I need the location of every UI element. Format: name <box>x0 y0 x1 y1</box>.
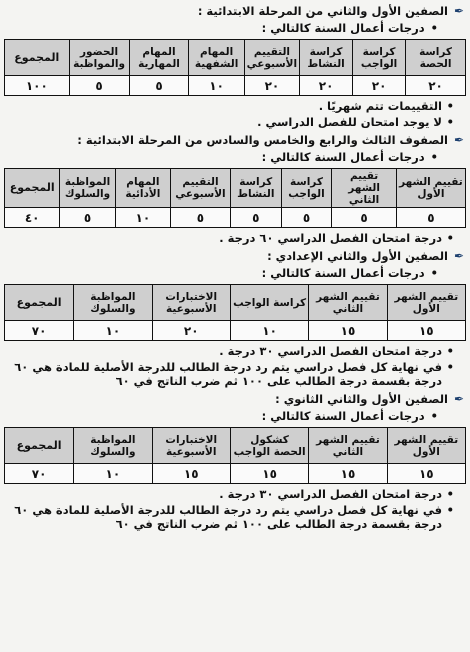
table-cell: ٢٠ <box>152 321 230 341</box>
table-cell-total: ٧٠ <box>5 464 74 484</box>
grades-table <box>4 284 466 341</box>
note-item: • في نهاية كل فصل دراسي يتم رد درجة الطالب للدرجة الأصلية للمادة هي ٦٠ درجة بقسمة درجة الطالب على ١٠٠ ثم ضرب الناتج في ٦٠ <box>4 503 466 533</box>
table-row <box>5 208 466 228</box>
table-cell: ٢٠ <box>244 76 299 96</box>
table-cell: ٥ <box>332 208 397 228</box>
section-title: ✒ الصفين الأول والثاني من المرحلة الابتدائية : <box>197 3 465 18</box>
grades-table <box>4 427 466 484</box>
table-header-cell: تقييم الشهر الأول <box>396 169 465 208</box>
table-header-total: المجموع <box>5 169 60 208</box>
table-header-cell: المهام الشفهية <box>189 40 244 76</box>
pen-icon: ✒ <box>453 3 465 18</box>
table-cell: ١٠ <box>230 321 308 341</box>
table-header-cell: الاختبارات الأسبوعية <box>152 428 230 464</box>
note-item: • التقييمات تتم شهريًا . <box>4 99 466 115</box>
section-primary-3-6 <box>4 131 466 247</box>
table-cell: ١٥ <box>309 464 387 484</box>
table-cell: ١٥ <box>387 321 465 341</box>
table-cell-total: ١٠٠ <box>5 76 70 96</box>
table-cell: ٥ <box>60 208 115 228</box>
table-header-cell: الاختبارات الأسبوعية <box>152 285 230 321</box>
section-preparatory-1-2 <box>4 247 466 390</box>
section-primary-1-2 <box>4 2 466 131</box>
table-header-total: المجموع <box>5 40 70 76</box>
table-header-cell: تقييم الشهر الأول <box>387 428 465 464</box>
table-cell: ٥ <box>281 208 332 228</box>
note-item: • درجة امتحان الفصل الدراسي ٦٠ درجة . <box>4 231 466 247</box>
table-cell: ٥ <box>129 76 189 96</box>
table-cell: ١٥ <box>230 464 308 484</box>
pen-icon: ✒ <box>453 132 465 147</box>
table-header-cell: كراسة الحصة <box>406 40 466 76</box>
table-header-cell: تقييم الشهر الأول <box>387 285 465 321</box>
table-header-cell: تقييم الشهر الثاني <box>309 428 387 464</box>
note-item: • درجة امتحان الفصل الدراسي ٣٠ درجة . <box>4 487 466 503</box>
table-header-cell: المهام المهارية <box>129 40 189 76</box>
table-header-total: المجموع <box>5 428 74 464</box>
table-header-cell: كراسة الواجب <box>230 285 308 321</box>
section-subtitle: • درجات أعمال السنة كالتالي : <box>4 148 466 167</box>
grades-table <box>4 39 466 96</box>
section-secondary-1-2 <box>4 390 466 533</box>
section-title: ✒ الصفين الأول والثاني الثانوي : <box>275 391 465 406</box>
table-cell: ٥ <box>230 208 281 228</box>
table-header-cell: كراسة النشاط <box>300 40 353 76</box>
table-header-row <box>5 169 466 208</box>
section-title: ✒ الصفين الأول والثاني الإعدادي : <box>267 248 465 263</box>
table-header-row <box>5 428 466 464</box>
table-cell: ٢٠ <box>353 76 406 96</box>
table-header-cell: المواظبة والسلوك <box>74 285 152 321</box>
table-header-cell: المواظبة والسلوك <box>60 169 115 208</box>
note-item: • في نهاية كل فصل دراسي يتم رد درجة الطالب للدرجة الأصلية للمادة هي ٦٠ درجة بقسمة درجة الطالب على ١٠٠ ثم ضرب الناتج في ٦٠ <box>4 360 466 390</box>
table-header-cell: كراسة النشاط <box>230 169 281 208</box>
table-header-cell: كراسة الواجب <box>353 40 406 76</box>
note-item: • لا يوجد امتحان للفصل الدراسي . <box>4 115 466 131</box>
table-row <box>5 321 466 341</box>
table-header-row <box>5 285 466 321</box>
pen-icon: ✒ <box>453 248 465 263</box>
table-header-cell: تقييم الشهر الثاني <box>332 169 397 208</box>
table-cell: ٢٠ <box>406 76 466 96</box>
table-header-row <box>5 40 466 76</box>
table-cell: ١٠ <box>115 208 170 228</box>
table-header-total: المجموع <box>5 285 74 321</box>
section-subtitle: • درجات أعمال السنة كالتالي : <box>4 264 466 283</box>
table-cell: ٥ <box>171 208 231 228</box>
table-cell: ١٠ <box>74 321 152 341</box>
grades-table <box>4 168 466 228</box>
table-header-cell: التقييم الأسبوعي <box>171 169 231 208</box>
table-cell: ٢٠ <box>300 76 353 96</box>
table-header-cell: كشكول الحصة الواجب <box>230 428 308 464</box>
table-cell: ١٥ <box>152 464 230 484</box>
table-cell-total: ٤٠ <box>5 208 60 228</box>
table-cell: ٥ <box>396 208 465 228</box>
table-cell: ١٠ <box>189 76 244 96</box>
table-cell: ١٥ <box>309 321 387 341</box>
table-header-cell: المواظبة والسلوك <box>74 428 152 464</box>
table-cell: ٥ <box>69 76 129 96</box>
table-row <box>5 464 466 484</box>
table-header-cell: تقييم الشهر الثاني <box>309 285 387 321</box>
section-title: ✒ الصفوف الثالث والرابع والخامس والسادس من المرحلة الابتدائية : <box>77 132 465 147</box>
table-header-cell: الحضور والمواظبة <box>69 40 129 76</box>
section-subtitle: • درجات أعمال السنة كالتالي : <box>4 19 466 38</box>
table-header-cell: كراسة الواجب <box>281 169 332 208</box>
note-item: • درجة امتحان الفصل الدراسي ٣٠ درجة . <box>4 344 466 360</box>
table-cell: ١٥ <box>387 464 465 484</box>
pen-icon: ✒ <box>453 391 465 406</box>
table-row <box>5 76 466 96</box>
table-cell: ١٠ <box>74 464 152 484</box>
table-header-cell: المهام الأدائية <box>115 169 170 208</box>
section-subtitle: • درجات أعمال السنة كالتالي : <box>4 407 466 426</box>
table-header-cell: التقييم الأسبوعي <box>244 40 299 76</box>
table-cell-total: ٧٠ <box>5 321 74 341</box>
